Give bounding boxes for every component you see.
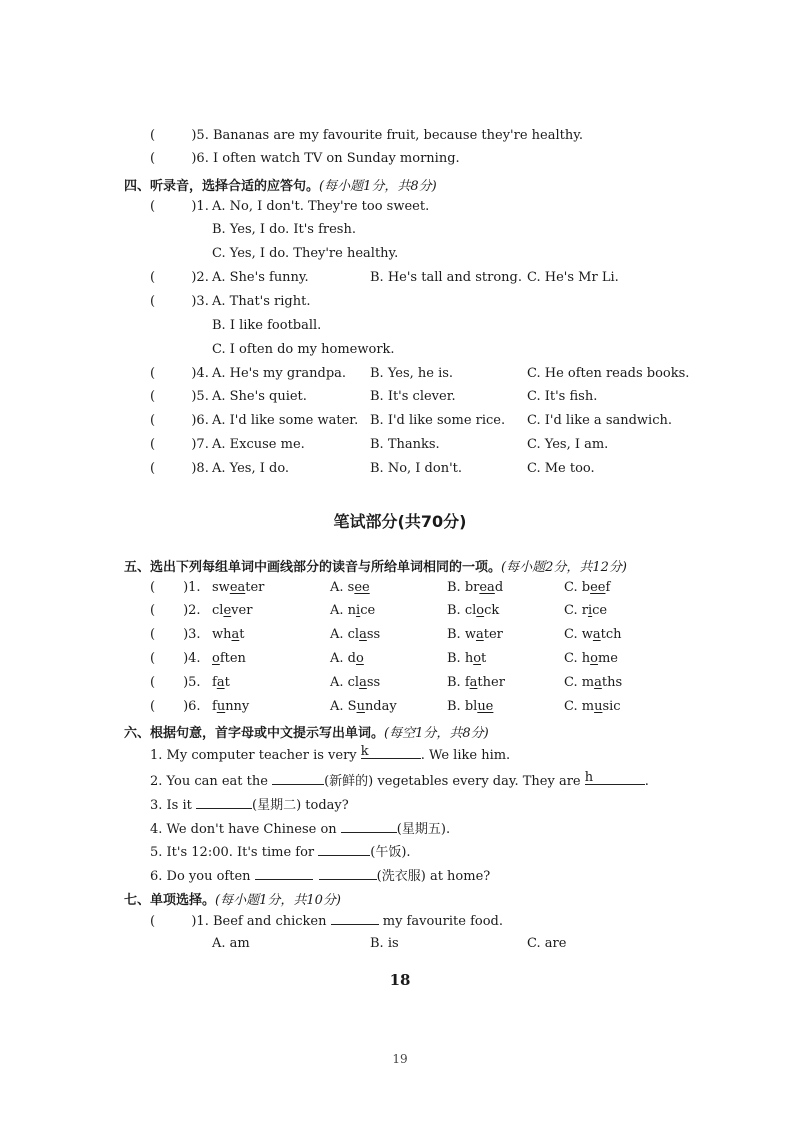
s4-q7-option-b: B. Thanks. <box>370 437 440 452</box>
section-note: (每空1分，共8分) <box>384 726 489 741</box>
item-number: )6. <box>191 413 209 428</box>
s5-row-6 <box>150 699 201 714</box>
s4-q4-option-b: B. Yes, he is. <box>370 366 454 381</box>
s4-q3-option-c: C. I often do my homework. <box>212 342 395 357</box>
s7-q1-option-b: B. is <box>370 936 399 951</box>
fill-blank[interactable] <box>331 912 379 925</box>
s4-q5-option-c: C. It's fish. <box>527 389 598 404</box>
item-number: )6. <box>191 151 209 166</box>
answer-bracket[interactable]: ( <box>150 675 156 690</box>
section-title: 六、根据句意，首字母或中文提示写出单词。 <box>124 726 385 741</box>
item-number: )8. <box>191 461 209 476</box>
answer-bracket[interactable]: ( <box>150 651 156 666</box>
item-top-5 <box>150 128 583 143</box>
s5-row-5-option-a: A. class <box>330 675 381 690</box>
item-number: )2. <box>191 270 209 285</box>
underlined-letters: a <box>359 627 367 642</box>
fill-blank[interactable] <box>196 796 252 809</box>
chinese-hint: (星期二) <box>252 798 302 813</box>
s5-row-4-given-word: often <box>212 651 246 666</box>
answer-bracket[interactable]: ( <box>150 699 156 714</box>
item-number: )4. <box>183 651 201 666</box>
s5-row-2-given-word: clever <box>212 603 253 618</box>
underlined-letters: ea <box>479 580 495 595</box>
chinese-hint: (洗衣服) <box>376 869 426 884</box>
underlined-letters: i <box>356 603 361 618</box>
chinese-hint: (新鲜的) <box>324 774 374 789</box>
s5-row-6-option-b: B. blue <box>447 699 494 714</box>
s4-q6-option-a: A. I'd like some water. <box>212 413 359 428</box>
s5-row-3-option-b: B. water <box>447 627 503 642</box>
item-text: I often watch TV on Sunday morning. <box>212 151 460 166</box>
answer-bracket[interactable]: ( <box>150 270 156 285</box>
s5-row-2-option-c: C. rice <box>564 603 608 618</box>
underlined-letters: a <box>475 627 484 642</box>
underlined-letters: o <box>476 603 485 618</box>
chinese-hint: (午饭) <box>370 845 407 860</box>
underlined-letters: o <box>212 651 220 666</box>
fill-blank[interactable] <box>341 820 397 833</box>
page-number: 18 <box>389 971 411 989</box>
answer-bracket[interactable]: ( <box>150 437 156 452</box>
item-number: )1. <box>191 199 209 214</box>
section-7-heading <box>124 889 341 908</box>
s4-q7-option-a: A. Excuse me. <box>212 437 305 452</box>
s4-q1-option-a: A. No, I don't. They're too sweet. <box>212 199 430 214</box>
s4-q8-option-b: B. No, I don't. <box>370 461 463 476</box>
item-number: )5. <box>183 675 201 690</box>
item-number: )1. <box>191 914 209 929</box>
s5-row-4-option-c: C. home <box>564 651 618 666</box>
answer-bracket[interactable]: ( <box>150 461 156 476</box>
s6-sentence-2: 2. You can eat the (新鲜的) vegetables every day. They are h . <box>150 770 649 789</box>
answer-bracket[interactable]: ( <box>150 389 156 404</box>
s5-row-4 <box>150 651 201 666</box>
answer-bracket[interactable]: ( <box>150 914 156 929</box>
s5-row-1 <box>150 580 201 595</box>
s6-sentence-3: 3. Is it (星期二) today? <box>150 798 349 813</box>
underlined-letters: i <box>587 603 593 618</box>
underlined-letters: a <box>231 627 240 642</box>
s4-q5-option-b: B. It's clever. <box>370 389 456 404</box>
s6-sentence-4: 4. We don't have Chinese on (星期五). <box>150 822 451 837</box>
section-4-heading <box>124 175 437 194</box>
item-number: )6. <box>183 699 201 714</box>
s4-q3-option-b: B. I like football. <box>212 318 322 333</box>
underlined-letters: u <box>356 699 365 714</box>
written-part-title: 笔试部分(共70分) <box>333 512 467 531</box>
s6-sentence-6: 6. Do you often (洗衣服) at home? <box>150 869 491 884</box>
fill-blank[interactable]: h <box>585 772 645 785</box>
item-number: )4. <box>191 366 209 381</box>
s5-row-4-option-b: B. hot <box>447 651 487 666</box>
s5-row-5-given-word: fat <box>212 675 230 690</box>
s5-row-5 <box>150 675 201 690</box>
s4-q2-option-a: A. She's funny. <box>212 270 309 285</box>
section-title: 五、选出下列每组单词中画线部分的读音与所给单词相同的一项。 <box>124 560 502 575</box>
footer-number: 19 <box>392 1052 408 1066</box>
underlined-letters: ee <box>354 580 370 595</box>
s5-row-5-option-c: C. maths <box>564 675 623 690</box>
fill-blank[interactable] <box>318 843 370 856</box>
s4-q2 <box>150 270 209 285</box>
s7-q1: ( )1. Beef and chicken my favourite food. <box>150 914 504 929</box>
s5-row-1-option-c: C. beef <box>564 580 611 595</box>
section-title: 七、单项选择。 <box>124 893 216 908</box>
chinese-hint: (星期五) <box>396 822 446 837</box>
s7-q1-option-a: A. am <box>212 936 250 951</box>
s7-q1-option-c: C. are <box>527 936 567 951</box>
s4-q8 <box>150 461 209 476</box>
answer-bracket[interactable]: ( <box>150 627 156 642</box>
item-number: )1. <box>183 580 201 595</box>
s5-row-2 <box>150 603 201 618</box>
underlined-letters: a <box>359 675 367 690</box>
answer-bracket[interactable]: ( <box>150 151 156 166</box>
s4-q5-option-a: A. She's quiet. <box>212 389 307 404</box>
underlined-letters: ue <box>477 699 494 714</box>
s4-q6 <box>150 413 209 428</box>
s5-row-6-option-a: A. Sunday <box>330 699 397 714</box>
s5-row-6-option-c: C. music <box>564 699 621 714</box>
answer-bracket[interactable]: ( <box>150 294 156 309</box>
item-text: Bananas are my favourite fruit, because they're healthy. <box>212 128 583 143</box>
s4-q7-option-c: C. Yes, I am. <box>527 437 609 452</box>
s5-row-6-given-word: funny <box>212 699 250 714</box>
s4-q5 <box>150 389 209 404</box>
underlined-letters: o <box>473 651 482 666</box>
underlined-letters: a <box>469 675 478 690</box>
answer-bracket[interactable]: ( <box>150 580 156 595</box>
answer-bracket[interactable]: ( <box>150 366 156 381</box>
s4-q3 <box>150 294 209 309</box>
s4-q4-option-c: C. He often reads books. <box>527 366 690 381</box>
underlined-letters: ee <box>590 580 606 595</box>
section-note: (每小题2分，共12分) <box>501 560 627 575</box>
s5-row-4-option-a: A. do <box>330 651 364 666</box>
s5-row-3-given-word: what <box>212 627 245 642</box>
s4-q1-option-c: C. Yes, I do. They're healthy. <box>212 246 399 261</box>
s6-sentence-5: 5. It's 12:00. It's time for (午饭). <box>150 845 411 860</box>
s4-q4 <box>150 366 209 381</box>
underlined-letters: ea <box>229 580 246 595</box>
answer-bracket[interactable]: ( <box>150 603 156 618</box>
s4-q7 <box>150 437 209 452</box>
s5-row-3 <box>150 627 201 642</box>
fill-blank[interactable]: k <box>361 746 421 759</box>
s4-q6-option-c: C. I'd like a sandwich. <box>527 413 672 428</box>
s4-q2-option-c: C. He's Mr Li. <box>527 270 619 285</box>
item-top-6 <box>150 151 460 166</box>
section-note: (每小题1分，共10分) <box>215 893 341 908</box>
underlined-letters: a <box>216 675 225 690</box>
fill-blank[interactable] <box>272 772 324 785</box>
underlined-letters: a <box>592 627 601 642</box>
answer-bracket[interactable]: ( <box>150 128 156 143</box>
s4-q4-option-a: A. He's my grandpa. <box>212 366 347 381</box>
s5-row-2-option-b: B. clock <box>447 603 500 618</box>
underlined-letters: a <box>594 675 602 690</box>
s5-row-1-given-word: sweater <box>212 580 265 595</box>
s5-row-1-option-b: B. bread <box>447 580 504 595</box>
answer-bracket[interactable]: ( <box>150 199 156 214</box>
item-number: )5. <box>191 128 209 143</box>
s5-row-3-option-c: C. watch <box>564 627 622 642</box>
underlined-letters: u <box>216 699 226 714</box>
underlined-letters: o <box>590 651 598 666</box>
s4-q8-option-a: A. Yes, I do. <box>212 461 290 476</box>
underlined-letters: e <box>223 603 232 618</box>
section-title: 四、听录音，选择合适的应答句。 <box>124 179 320 194</box>
item-number: )7. <box>191 437 209 452</box>
item-number: )3. <box>191 294 209 309</box>
underlined-letters: o <box>355 651 364 666</box>
item-number: )2. <box>183 603 201 618</box>
fill-blank[interactable] <box>319 867 377 880</box>
s4-q8-option-c: C. Me too. <box>527 461 595 476</box>
section-5-heading <box>124 556 627 575</box>
s4-q6-option-b: B. I'd like some rice. <box>370 413 506 428</box>
item-number: )3. <box>183 627 201 642</box>
s5-row-1-option-a: A. see <box>330 580 370 595</box>
item-number: )5. <box>191 389 209 404</box>
s4-q2-option-b: B. He's tall and strong. <box>370 270 522 285</box>
section-6-heading <box>124 722 489 741</box>
s5-row-5-option-b: B. father <box>447 675 505 690</box>
s4-q1 <box>150 199 209 214</box>
section-note: (每小题1分，共8分) <box>319 179 437 194</box>
s5-row-2-option-a: A. nice <box>330 603 376 618</box>
answer-bracket[interactable]: ( <box>150 413 156 428</box>
s5-row-3-option-a: A. class <box>330 627 381 642</box>
s4-q1-option-b: B. Yes, I do. It's fresh. <box>212 222 356 237</box>
fill-blank[interactable] <box>255 867 313 880</box>
s4-q3-option-a: A. That's right. <box>212 294 311 309</box>
underlined-letters: u <box>594 699 603 714</box>
s6-sentence-1: 1. My computer teacher is very k . We like him. <box>150 744 511 763</box>
